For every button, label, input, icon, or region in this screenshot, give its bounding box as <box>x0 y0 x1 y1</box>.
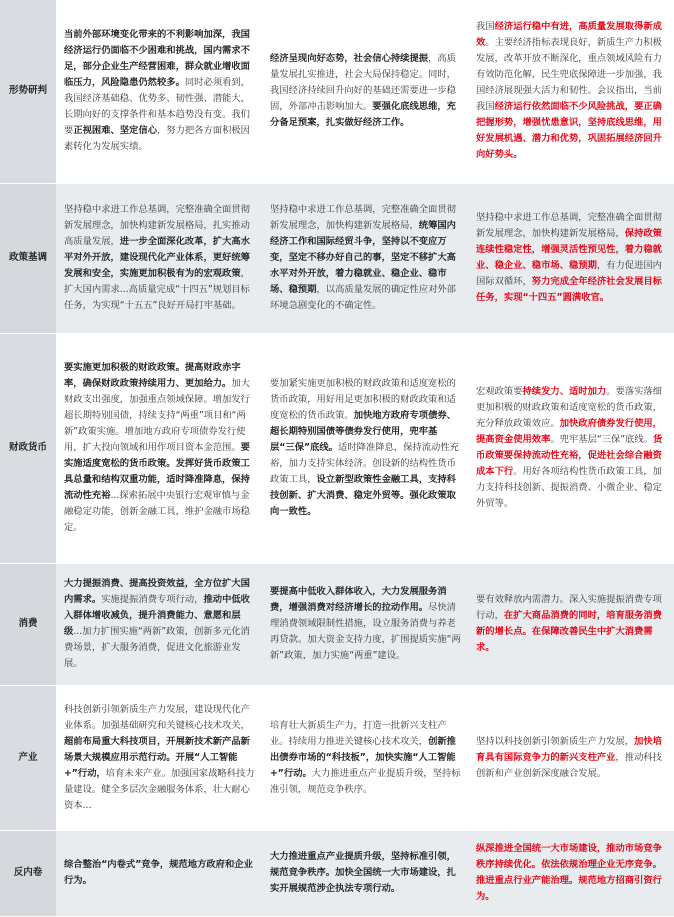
table-row <box>0 0 674 183</box>
cell-col-1 <box>56 0 262 183</box>
body-text: ，努力把各方面积极因素转化为发展实绩。 <box>64 125 250 153</box>
bold-text: 要实施更加积极的财政政策。提高财政赤字率，确保财政政策持续用力、更加给力。 <box>64 362 241 389</box>
body-text: 实施提振消费专项行动， <box>101 594 204 605</box>
cell-col-3 <box>468 830 674 916</box>
cell-col-3 <box>468 183 674 333</box>
body-text: 。要落实落细更加积极的财政政策和适度宽松的货币政策，充分释放政策效应。 <box>476 386 662 429</box>
highlight-text: 货币政策要保持流动性充裕，促进社会综合融资成本下行 <box>476 434 663 477</box>
bold-text: 推动中低收入群体增收减负，提升消费能力、意愿和层级 <box>64 594 250 637</box>
body-text: 要有效释放内需潜力。深入实施提振消费专项行动， <box>476 594 662 621</box>
highlight-text: 加快政府债券发行使用，提高资金使用效率 <box>476 418 662 445</box>
cell-col-1 <box>56 563 262 685</box>
body-text: 我国 <box>476 21 495 33</box>
row-label: 消费 <box>0 563 56 685</box>
highlight-text: 在扩大商品消费的同时，培育服务消费新的增长点。在保障改善民生中扩大消费需求。 <box>476 610 662 653</box>
bold-text: 正视困难、坚定信心 <box>73 125 157 137</box>
body-text: ，推动科技创新和产业创新深度融合发展。 <box>476 751 662 779</box>
cell-col-2 <box>262 183 468 333</box>
body-text: 。用好各项结构性货币政策工具，加力支持科技创新、提振消费、小微企业、稳定外贸等。 <box>476 466 662 509</box>
body-text: 培育壮大新质生产力，打造一批新兴支柱产业。持续用力推进关键核心技术攻关， <box>270 719 447 747</box>
table-row <box>0 563 674 685</box>
bold-text: 要强化底线思维，充分备足预案，扎实做好经济工作。 <box>270 101 456 129</box>
bold-text: 设立新型政策性金融工具，支持科技创新、扩大消费、稳定外贸等。强化政策取向一致性。 <box>270 474 456 517</box>
row-label: 反内卷 <box>0 830 56 916</box>
bold-text: 统筹国内经济工作和国际经贸斗争，坚持以不变应万变，坚定不移办好自己的事，坚定不移扩大高水平对外开放，着力稳就业、稳企业、稳市场、稳预期 <box>270 220 456 295</box>
body-text: 。兜牢基层“三保”底线。 <box>550 434 653 445</box>
highlight-text: 经济运行依然面临不少风险挑战，要正确把握形势，增强忧患意识，坚持底线思维，用好发展机遇、潜力和优势，巩固拓展经济回升向好势头。 <box>476 101 662 161</box>
cell-col-1 <box>56 830 262 916</box>
body-text: 科技创新引领新质生产力发展，建设现代化产业体系。加强基础研究和关键核心技术攻关， <box>64 703 250 731</box>
cell-col-3 <box>468 0 674 183</box>
bold-text: 创新推出债券市场的“科技板”，加快实施“人工智能+”行动。 <box>270 735 456 779</box>
cell-col-3 <box>468 563 674 685</box>
cell-col-2 <box>262 0 468 183</box>
table-row <box>0 830 674 916</box>
body-text: ...加力扩围实施“两新”政策，创新多元化消费场景，扩大服务消费，促进文化旅游业发展。 <box>64 626 250 669</box>
bold-text: 大力提振消费、提高投资效益，全方位扩大国内需求。 <box>64 578 250 605</box>
table-row <box>0 685 674 830</box>
table-row <box>0 183 674 333</box>
bold-text: 超前布局重大科技项目，开展新技术新产品新场景大规模应用示范行动。开展“人工智能+”行动， <box>64 735 250 779</box>
cell-col-2 <box>262 333 468 563</box>
body-text: 坚持稳中求进工作总基调，完整准确全面贯彻新发展理念，加快构建新发展格局，扎实推动高质量发展， <box>64 204 250 247</box>
highlight-text: 努力完成全年经济社会发展目标任务，实现“十四五”圆满收官。 <box>476 276 662 303</box>
cell-col-2 <box>262 685 468 830</box>
highlight-text: 加快培育具有国际竞争力的新兴支柱产业 <box>476 735 662 763</box>
body-text: ，扩大国内需求...高质量完成“十四五”规划目标任务，为实现“十五五”良好开局打牢基础。 <box>64 268 250 311</box>
bold-text: 加快地方政府专项债券、超长期特别国债等债券发行使用，兜牢基层“三保”底线。 <box>270 410 456 453</box>
table-row <box>0 333 674 563</box>
bold-text: 要提高中低收入群体收入，大力发展服务消费，增强消费对经济增长的拉动作用。 <box>270 586 447 613</box>
body-text: ...探索拓展中央银行宏观审慎与金融稳定功能，创新金融工具，维护金融市场稳定。 <box>64 490 250 533</box>
body-text: 坚持稳中求进工作总基调，完整准确全面贯彻新发展理念，加快构建新发展格局， <box>270 204 456 231</box>
row-label: 产业 <box>0 685 56 830</box>
bold-text: 进一步全面深化改革，扩大高水平对外开放，建设现代化产业体系，更好统筹发展和安全，实施更加积极有为的宏观政策 <box>64 236 250 279</box>
cell-col-2 <box>262 830 468 916</box>
body-text: 培育未来产业。加强国家战略科技力量建设。健全多层次金融服务体系，壮大耐心资本... <box>64 767 255 811</box>
bold-text: 大力推进重点产业提质升级，坚持标准引领，规范竞争秩序。加快全国统一大市场建设，扎实开展规范涉企执法专项行动。 <box>270 851 456 894</box>
highlight-text: 经济运行稳中有进，高质量发展取得新成效 <box>476 21 662 49</box>
highlight-text: 持续发力、适时加力 <box>522 386 607 397</box>
body-text: 宏观政策要 <box>476 386 523 397</box>
body-text: 。主要经济指标表现良好，新质生产力积极发展，改革开放不断深化，重点领域风险有力有效防范化解，民生兜底保障进一步加强，我国经济展现强大活力和韧性。会议指出，当前我国 <box>476 37 662 113</box>
body-text: 同时必须看到，我国经济基础稳、优势多、韧性强、潜能大，长期向好的支撑条件和基本趋势没有变。我们要 <box>64 77 250 137</box>
row-label: 形势研判 <box>0 0 56 183</box>
cell-col-2 <box>262 563 468 685</box>
bold-text: 综合整治“内卷式”竞争，规范地方政府和企业行为。 <box>64 859 253 886</box>
body-text: 要加紧实施更加积极的财政政策和适度宽松的货币政策，用好用足更加积极的财政政策和适度宽松的货币政策。 <box>270 378 456 421</box>
cell-col-3 <box>468 685 674 830</box>
highlight-text: 保持政策连续性稳定性，增强灵活性预见性，着力稳就业、稳企业、稳市场、稳预期 <box>476 228 662 271</box>
bold-text: 经济呈现向好态势，社会信心持续提振 <box>270 53 429 65</box>
bold-text: 要实施适度宽松的货币政策。发挥好货币政策工具总量和结构双重功能，适时降准降息，保持流动性充裕 <box>64 442 250 501</box>
cell-col-3 <box>468 333 674 563</box>
cell-col-1 <box>56 183 262 333</box>
body-text: 尽快清理消费领域限制性措施，设立服务消费与养老再贷款。加大资金支持力度，扩围提质实施“两新”政策，加力实施“两重”建设。 <box>270 602 461 661</box>
body-text: 坚持稳中求进工作总基调，完整准确全面贯彻新发展理念，加快构建新发展格局， <box>476 212 662 239</box>
body-text: 大力推进重点产业提质升级，坚持标准引领，规范竞争秩序。 <box>270 767 461 795</box>
body-text: 坚持以科技创新引领新质生产力发展， <box>476 735 635 747</box>
body-text: 适时降准降息，保持流动性充裕，加力支持实体经济。创设新的结构性货币政策工具， <box>270 442 459 485</box>
cell-col-1 <box>56 685 262 830</box>
body-text: ，高质量发展扎实推进，社会大局保持稳定。同时，我国经济持续回升向好的基础还需要进一步稳固，外部冲击影响加大。 <box>270 53 456 113</box>
highlight-text: 纵深推进全国统一大市场建设，推动市场竞争秩序持续优化。依法依规治理企业无序竞争。推进重点行业产能治理。规范地方招商引资行为。 <box>476 843 662 902</box>
body-text: ，有力促进国内国际双循环， <box>476 260 662 287</box>
body-text: ，以高质量发展的确定性应对外部环境急剧变化的不确定性。 <box>270 284 456 311</box>
bold-text: 当前外部环境变化带来的不利影响加深，我国经济运行仍面临不少困难和挑战，国内需求不足，部分企业生产经营困难，群众就业增收面临压力，风险隐患仍然较多。 <box>64 29 250 89</box>
cell-col-1 <box>56 333 262 563</box>
row-label: 政策基调 <box>0 183 56 333</box>
body-text: 加大财政支出强度，加强重点领域保障。增加发行超长期特别国债，持续支持“两重”项目和“两新”政策实施。增加地方政府专项债券发行使用，扩大投向领域和用作项目资本金范围。 <box>64 378 250 453</box>
row-label: 财政货币 <box>0 333 56 563</box>
